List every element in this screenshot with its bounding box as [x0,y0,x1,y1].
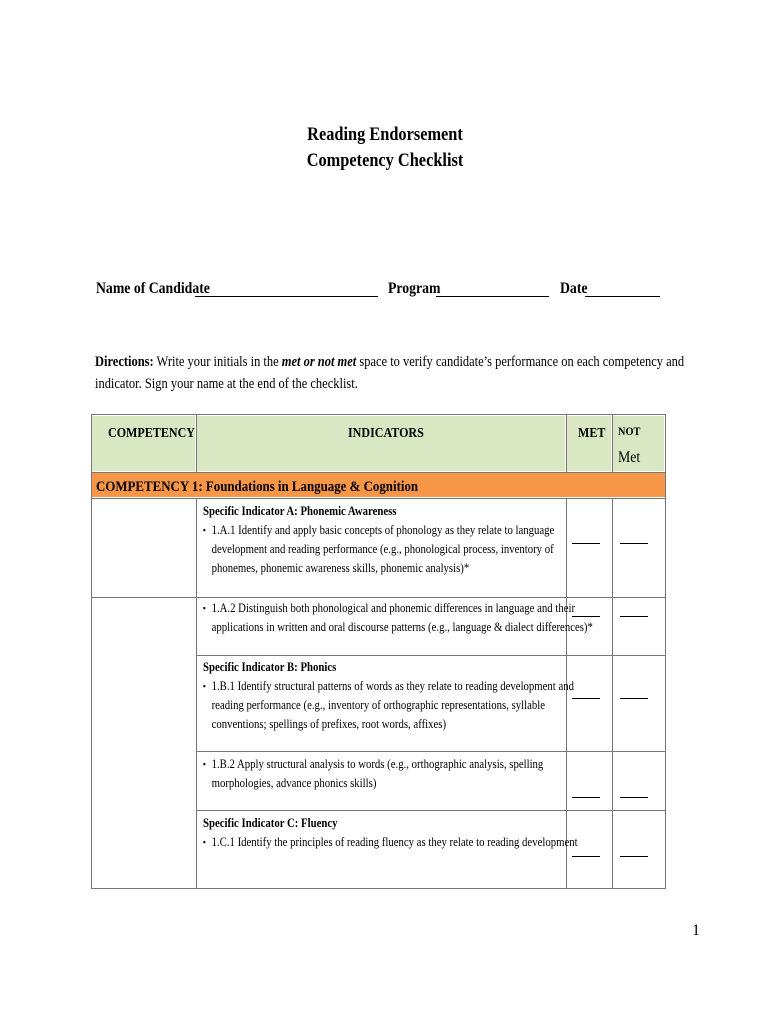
met-initials-2[interactable] [572,616,600,617]
met-initials-3[interactable] [572,698,600,699]
indicator-text: applications in written and oral discourse patterns (e.g., language & dialect differences)* [211,620,593,634]
bullet-icon: ▪ [203,603,206,613]
not-met-initials-2[interactable] [620,616,648,617]
header-not: NOT [618,424,641,438]
not-met-initials-1[interactable] [620,543,648,544]
col-divider-1 [196,498,197,888]
col-divider-1-header [196,414,197,472]
indicator-text: ▪ 1.B.1 Identify structural patterns of words as they relate to reading development and [203,677,574,696]
indicator-row-4 [203,755,543,793]
met-initials-1[interactable] [572,543,600,544]
indicator-text: morphologies, advance phonics skills) [211,776,377,790]
row-4-bottom-border [197,810,666,811]
indicator-text: conventions; spellings of prefixes, root words, affixes) [211,717,447,731]
indicator-text: ▪ 1.C.1 Identify the principles of reading fluency as they relate to reading development [203,833,578,852]
document-title-line1: Reading Endorsement [307,124,463,145]
indicator-text: development and reading performance (e.g., phonological process, inventory of [211,542,554,556]
col-divider-2-header [566,414,567,472]
bullet-icon: ▪ [203,759,206,769]
header-met-cell [567,416,611,471]
header-met: MET [578,426,606,441]
indicator-text: ▪ 1.A.2 Distinguish both phonological and phonemic differences in language and their [203,599,593,618]
sub-indicator-title: Specific Indicator A: Phonemic Awareness [203,504,397,518]
table-left-border [91,414,92,888]
row-1-bottom-border [91,597,666,598]
directions-text-b: space to verify candidate’s performance on each competency and [359,354,685,370]
not-met-initials-5[interactable] [620,856,648,857]
program-line[interactable] [436,296,549,297]
directions-text-a: Write your initials in the [156,354,279,370]
indicator-row-3 [203,658,574,734]
sub-indicator-title: Specific Indicator B: Phonics [203,660,337,674]
indicator-text: ▪ 1.A.1 Identify and apply basic concepts of phonology as they relate to language [203,521,554,540]
page-number: 1 [692,922,700,939]
indicator-text: reading performance (e.g., inventory of orthographic representations, syllable [211,698,546,712]
table-bottom-border [91,888,666,889]
candidate-name-label: Name of Candidate [96,280,210,297]
header-competency: COMPETENCY [108,426,195,441]
not-met-initials-3[interactable] [620,698,648,699]
directions-line-1 [95,351,684,373]
header-indicators-cell [197,416,565,471]
bullet-icon: ▪ [203,681,206,691]
header-not-met: Met [618,449,641,466]
met-initials-4[interactable] [572,797,600,798]
band-bottom-border [91,498,666,499]
header-competency-cell [91,416,195,471]
directions-line-2: indicator. Sign your name at the end of the checklist. [95,376,358,392]
met-initials-5[interactable] [572,856,600,857]
date-line[interactable] [585,296,660,297]
header-bottom-border [91,472,666,473]
program-label: Program [388,280,441,297]
document-title-line2: Competency Checklist [306,150,464,171]
row-3-bottom-border [197,751,666,752]
indicator-text: ▪ 1.B.2 Apply structural analysis to words (e.g., orthographic analysis, spelling [203,755,543,774]
directions-label: Directions: [95,354,154,370]
candidate-name-line[interactable] [195,296,378,297]
sub-indicator-title: Specific Indicator C: Fluency [203,816,338,830]
not-met-initials-4[interactable] [620,797,648,798]
col-divider-3 [612,498,613,888]
row-2-bottom-border [197,655,666,656]
indicator-row-5 [203,814,578,852]
directions-emphasis: met or not met [281,354,357,370]
bullet-icon: ▪ [203,837,206,847]
indicator-row-1 [203,502,554,578]
table-right-border [665,414,666,888]
table-top-border [91,414,666,415]
date-label: Date [560,280,588,297]
competency-1-title: COMPETENCY 1: Foundations in Language & Cognition [96,479,419,495]
indicator-row-2 [203,599,593,637]
bullet-icon: ▪ [203,525,206,535]
header-indicators: INDICATORS [348,426,424,441]
col-divider-3-header [612,414,613,472]
indicator-text: phonemes, phonemic awareness skills, phonemic analysis)* [211,561,470,575]
